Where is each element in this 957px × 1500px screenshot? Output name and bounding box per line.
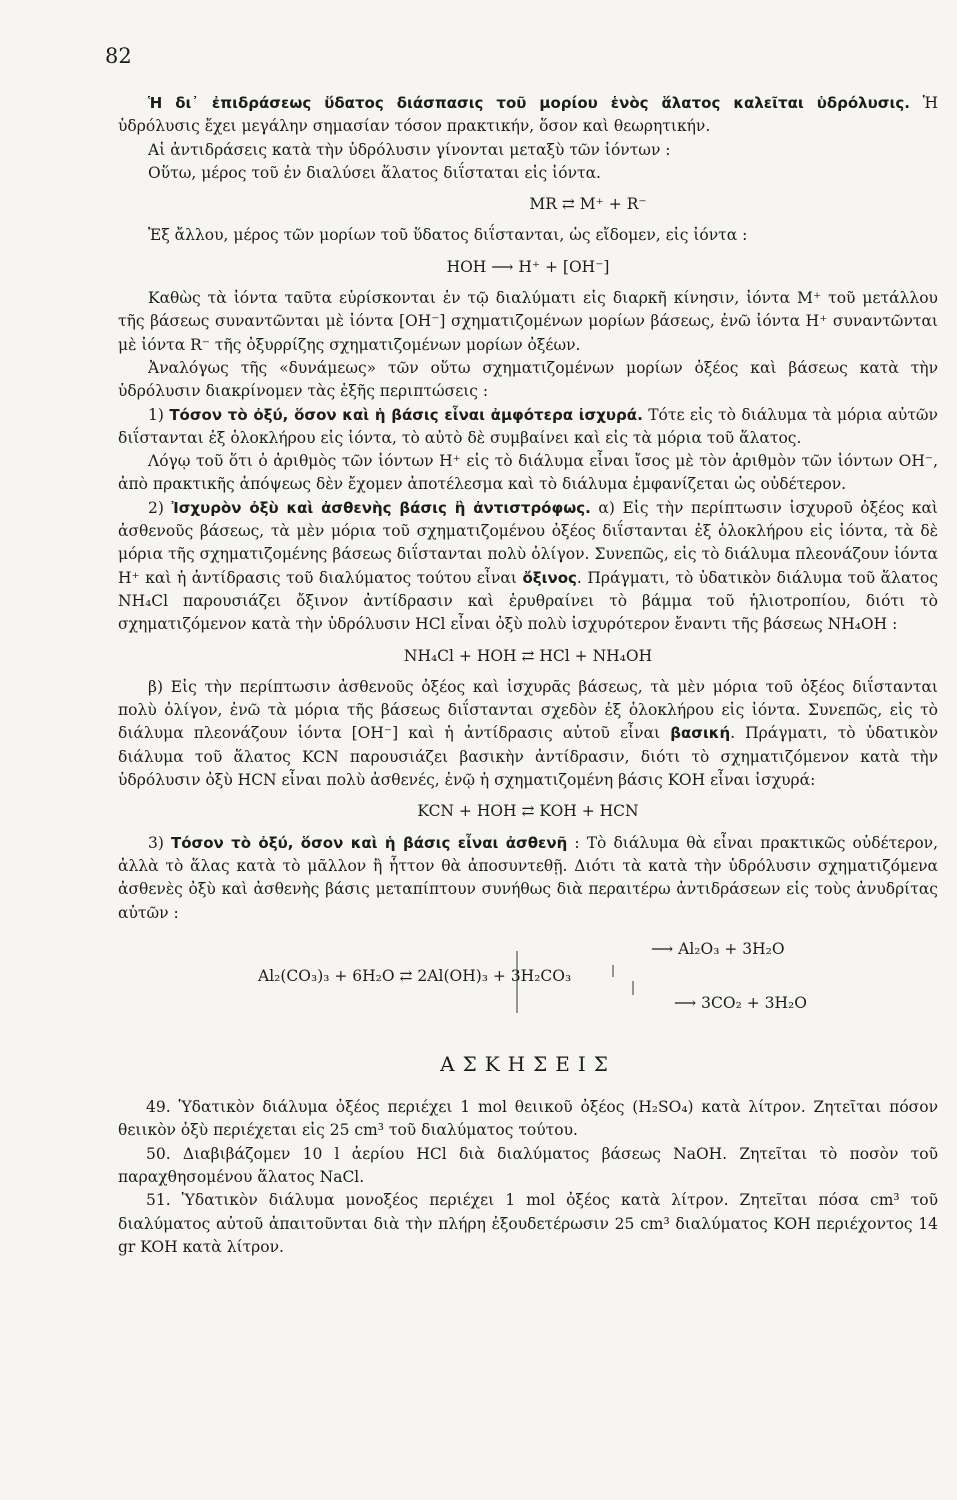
scheme-main-equation: Al₂(CO₃)₃ + 6H₂O ⇄ 2Al(OH)₃ + 3H₂CO₃ [258,966,572,985]
case-2-acidic: ὄξινος [522,568,577,587]
case-2b-basic: βασική [670,724,731,743]
case-1-number: 1) [148,405,170,424]
case-2b-rest: . Πράγματι, τὸ ὑδατικὸν διάλυμα τοῦ ἅλατος KCN παρουσιάζει βασικὴν ἀντίδρασιν, διότι τὸ σχηματιζόμενον κατὰ τὴν ὑδρόλυσιν ὀξὺ HCN εἶναι πολὺ ἀσθενές, ἐνῷ ἡ σχηματιζομένη βάσις KOH εἶναι ἰσχυρά: [118,724,938,790]
equation-water-dissociation: HOH ⟶ H⁺ + [OH⁻] [446,257,610,276]
scheme-upper-product: ⟶ Al₂O₃ + 3H₂O [651,939,785,958]
equation-kcn-hydrolysis: KCN + HOH ⇄ KOH + HCN [417,802,639,821]
case-3-title: Τόσον τὸ ὀξύ, ὅσον καὶ ἡ βάσις εἶναι ἀσθενῆ [171,833,568,852]
equation-salt-dissociation: MR ⇄ M⁺ + R⁻ [529,195,647,214]
exercise-50: 50. Διαβιβάζομεν 10 l ἀερίου HCl διὰ διαλύματος βάσεως NaOH. Ζητεῖται τὸ ποσὸν τοῦ παραχθησομένου ἅλατος NaCl. [118,1144,938,1186]
exercise-51: 51. Ὑδατικὸν διάλυμα μονοξέος περιέχει 1 mol ὀξέος κατὰ λίτρον. Ζητεῖται πόσα cm³ τοῦ διαλύματος αὐτοῦ ἀπαιτοῦνται διὰ τὴν πλήρη ἐξουδετέρωσιν 25 cm³ διαλύματος KOH περιέχοντος 14 gr KOH κατὰ λίτρον. [118,1191,938,1256]
aluminium-carbonate-scheme [118,931,938,1029]
case-3-text: : Τὸ διάλυμα θὰ εἶναι πρακτικῶς οὐδέτερον, ἀλλὰ τὸ ἅλας κατὰ τὸ μᾶλλον ἢ ἧττον θὰ ἀποσυντεθῇ. Διότι τὰ κατὰ τὴν ὑδρόλυσιν σχηματιζόμενα ἀσθενὲς ὀξὺ καὶ ἀσθενὴς βάσις μεταπίπτουν συνήθως διὰ περαιτέρω ἀντιδράσεων εἰς τοὺς ἀνυδρίτας αὐτῶν : [118,833,939,922]
page-body [118,92,938,1259]
paragraph-ion-reactions: Αἱ ἀντιδράσεις κατὰ τὴν ὑδρόλυσιν γίνονται μεταξὺ τῶν ἰόντων : [148,140,671,159]
case-2-title: Ἰσχυρὸν ὀξὺ καὶ ἀσθενὴς βάσις ἢ ἀντιστρόφως. [171,498,591,517]
page-number: 82 [105,44,132,68]
case-1 [118,404,938,451]
paragraph-definition [118,92,938,139]
definition-rest: Ἡ ὑδρόλυσις ἔχει μεγάλην σημασίαν τόσον πρακτικήν, ὅσον καὶ θεωρητικήν. [118,94,938,136]
case-1-title: Τόσον τὸ ὀξύ, ὅσον καὶ ἡ βάσις εἶναι ἀμφότερα ἰσχυρά. [169,405,643,424]
exercise-49: 49. Ὑδατικὸν διάλυμα ὀξέος περιέχει 1 mol θειικοῦ ὀξέος (H₂SO₄) κατὰ λίτρον. Ζητεῖται πόσον θειικὸν ὀξὺ περιέχεται εἰς 25 cm³ τοῦ διαλύματος τούτου. [118,1098,938,1140]
case-3 [118,832,938,925]
case-2-number: 2) [148,498,172,517]
definition-bold: Ἡ δι᾽ ἐπιδράσεως ὕδατος διάσπασις τοῦ μορίου ἑνὸς ἅλατος καλεῖται ὑδρόλυσις. [148,94,910,112]
paragraph-water-dissociation: Ἐξ ἄλλου, μέρος τῶν μορίων τοῦ ὕδατος διΐστανται, ὡς εἴδομεν, εἰς ἰόντα : [148,226,748,245]
equation-nh4cl-hydrolysis: NH₄Cl + HOH ⇄ HCl + NH₄OH [403,646,653,665]
case-2-text-a: α) Εἰς τὴν περίπτωσιν ἰσχυροῦ ὀξέος καὶ ἀσθενοῦς βάσεως, τὰ μὲν μόρια τοῦ σχηματιζομένου ὀξέος διΐστανται ἐξ ὁλοκλήρου εἰς ἰόντα, τὰ δὲ μόρια τῆς σχηματιζομένης βάσεως διΐστανται πολὺ ὀλίγον. Συνεπῶς, εἰς τὸ διάλυμα πλεονάζουν ἰόντα H⁺ καὶ ἡ ἀντίδρασις τοῦ διαλύματος τούτου εἶναι [118,498,938,587]
paragraph-salt-dissociation: Οὕτω, μέρος τοῦ ἐν διαλύσει ἅλατος διΐσταται εἰς ἰόντα. [148,163,601,182]
case-1-text: Τότε εἰς τὸ διάλυμα τὰ μόρια αὐτῶν διΐστανται ἐξ ὁλοκλήρου εἰς ἰόντα, τὸ αὐτὸ δὲ συμβαίνει καὶ εἰς τὰ μόρια τοῦ ἅλατος. [118,405,938,447]
paragraph-cases-intro: Ἀναλόγως τῆς «δυνάμεως» τῶν οὕτω σχηματιζομένων μορίων ὀξέος καὶ βάσεως κατὰ τὴν ὑδρόλυσιν διακρίνομεν τὰς ἑξῆς περιπτώσεις : [118,358,938,401]
case-1-conclusion: Λόγῳ τοῦ ὅτι ὁ ἀριθμὸς τῶν ἰόντων H⁺ εἰς τὸ διάλυμα εἶναι ἴσος μὲ τὸν ἀριθμὸν τῶν ἰόντων OH⁻, ἀπὸ πρακτικῆς ἀπόψεως δὲν ἔχομεν ἀποτέλεσμα καὶ τὸ διάλυμα ἐμφανίζεται ὡς οὐδέτερον. [118,452,938,494]
case-3-number: 3) [148,833,172,852]
case-2 [118,497,938,637]
exercises-heading: ΑΣΚΗΣΕΙΣ [440,1051,616,1076]
scheme-lower-product: ⟶ 3CO₂ + 3H₂O [674,993,807,1012]
case-2b-text: β) Εἰς τὴν περίπτωσιν ἀσθενοῦς ὀξέος καὶ ἰσχυρᾶς βάσεως, τὰ μὲν μόρια τοῦ ὀξέος διΐστανται πολὺ ὀλίγον, ἐνῶ τὰ μόρια τῆς βάσεως διΐστανται σχεδὸν ἐξ ὁλοκλήρου εἰς ἰόντα. Συνεπῶς, εἰς τὸ διάλυμα πλεονάζουν ἰόντα [OH⁻] καὶ ἡ ἀντίδρασις αὐτοῦ εἶναι [118,677,938,743]
case-2-text-a-rest: . Πράγματι, τὸ ὑδατικὸν διάλυμα τοῦ ἅλατος NH₄Cl παρουσιάζει ὄξινον ἀντίδρασιν καὶ ἐρυθραίνει τὸ βάμμα τοῦ ἡλιοτροπίου, διότι τὸ σχηματιζόμενον κατὰ τὴν ὑδρόλυσιν HCl εἶναι ὀξὺ πολὺ ἰσχυρότερον ἔναντι τῆς βάσεως NH₄OH : [118,568,939,634]
case-2b [118,676,938,792]
paragraph-ion-motion: Καθὼς τὰ ἰόντα ταῦτα εὑρίσκονται ἐν τῷ διαλύματι εἰς διαρκῆ κίνησιν, ἰόντα M⁺ τοῦ μετάλλου τῆς βάσεως συναντῶνται μὲ ἰόντα [OH⁻] σχηματιζομένων μορίων βάσεως, ἐνῶ ἰόντα H⁺ συναντῶνται μὲ ἰόντα R⁻ τῆς ὀξυρρίζης σχηματιζομένων μορίων ὀξέων. [118,289,938,354]
